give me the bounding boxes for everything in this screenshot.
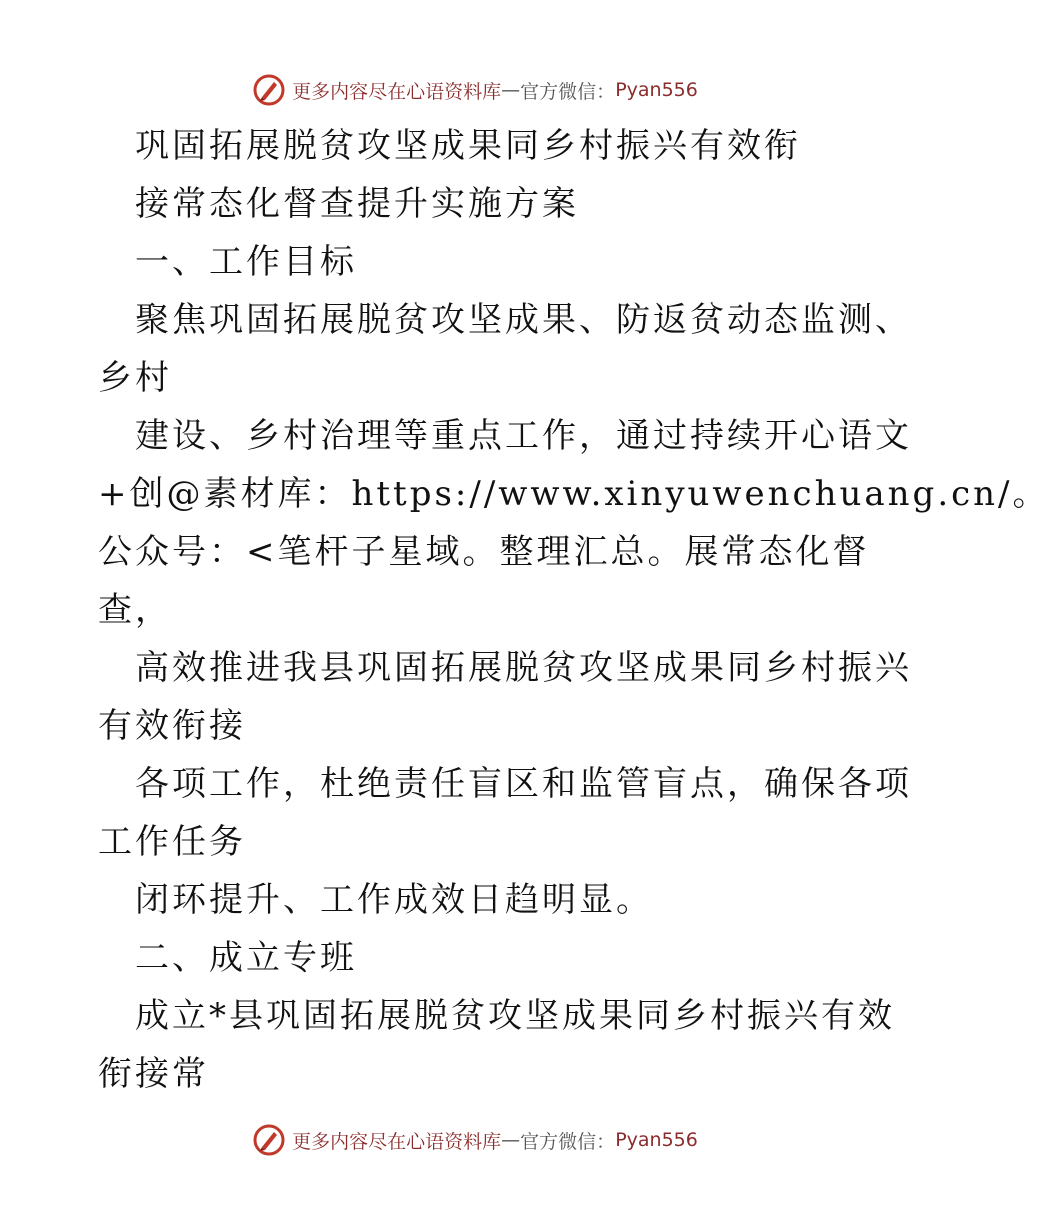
watermark-separator: — xyxy=(501,79,521,101)
watermark-wechat-label: 官方微信： xyxy=(520,1130,616,1153)
watermark-wechat-id: Pyan556 xyxy=(615,79,698,101)
paragraph-line: 衔接常 xyxy=(98,1054,209,1094)
paragraph-line: 闭环提升、工作成效日趋明显。 xyxy=(135,880,653,920)
paragraph-line: 公众号：<笔杆子星域。整理汇总。展常态化督 xyxy=(98,532,870,572)
paragraph-line: 聚焦巩固拓展脱贫攻坚成果、防返贫动态监测、 xyxy=(135,300,912,340)
watermark-separator: — xyxy=(501,1129,521,1151)
watermark-footer xyxy=(0,1120,950,1160)
paragraph-line: 查， xyxy=(98,590,172,630)
doc-title-line-2: 接常态化督查提升实施方案 xyxy=(135,184,579,224)
watermark-wechat-id: Pyan556 xyxy=(615,1129,698,1151)
paragraph-line: 高效推进我县巩固拓展脱贫攻坚成果同乡村振兴 xyxy=(135,648,912,688)
watermark-text: 更多内容尽在心语资料库 xyxy=(292,1130,502,1153)
paragraph-line: 乡村 xyxy=(98,358,172,398)
paragraph-line: 成立*县巩固拓展脱贫攻坚成果同乡村振兴有效 xyxy=(135,996,895,1036)
paragraph-line: +创@素材库：https://www.xinyuwenchuang.cn/。 xyxy=(98,474,1050,514)
watermark-header xyxy=(0,70,950,110)
paragraph-line: 各项工作，杜绝责任盲区和监管盲点，确保各项 xyxy=(135,764,912,804)
watermark-wechat-label: 官方微信： xyxy=(520,80,616,103)
watermark-text: 更多内容尽在心语资料库 xyxy=(292,80,502,103)
pen-logo-icon xyxy=(252,1123,286,1157)
section-heading-goals: 一、工作目标 xyxy=(135,242,357,282)
paragraph-line: 有效衔接 xyxy=(98,706,246,746)
pen-logo-icon xyxy=(252,73,286,107)
section-heading-task-force: 二、成立专班 xyxy=(135,938,357,978)
doc-title-line-1: 巩固拓展脱贫攻坚成果同乡村振兴有效衔 xyxy=(135,126,801,166)
paragraph-line: 工作任务 xyxy=(98,822,246,862)
paragraph-line: 建设、乡村治理等重点工作，通过持续开心语文 xyxy=(135,416,912,456)
document-body xyxy=(98,117,1050,1103)
